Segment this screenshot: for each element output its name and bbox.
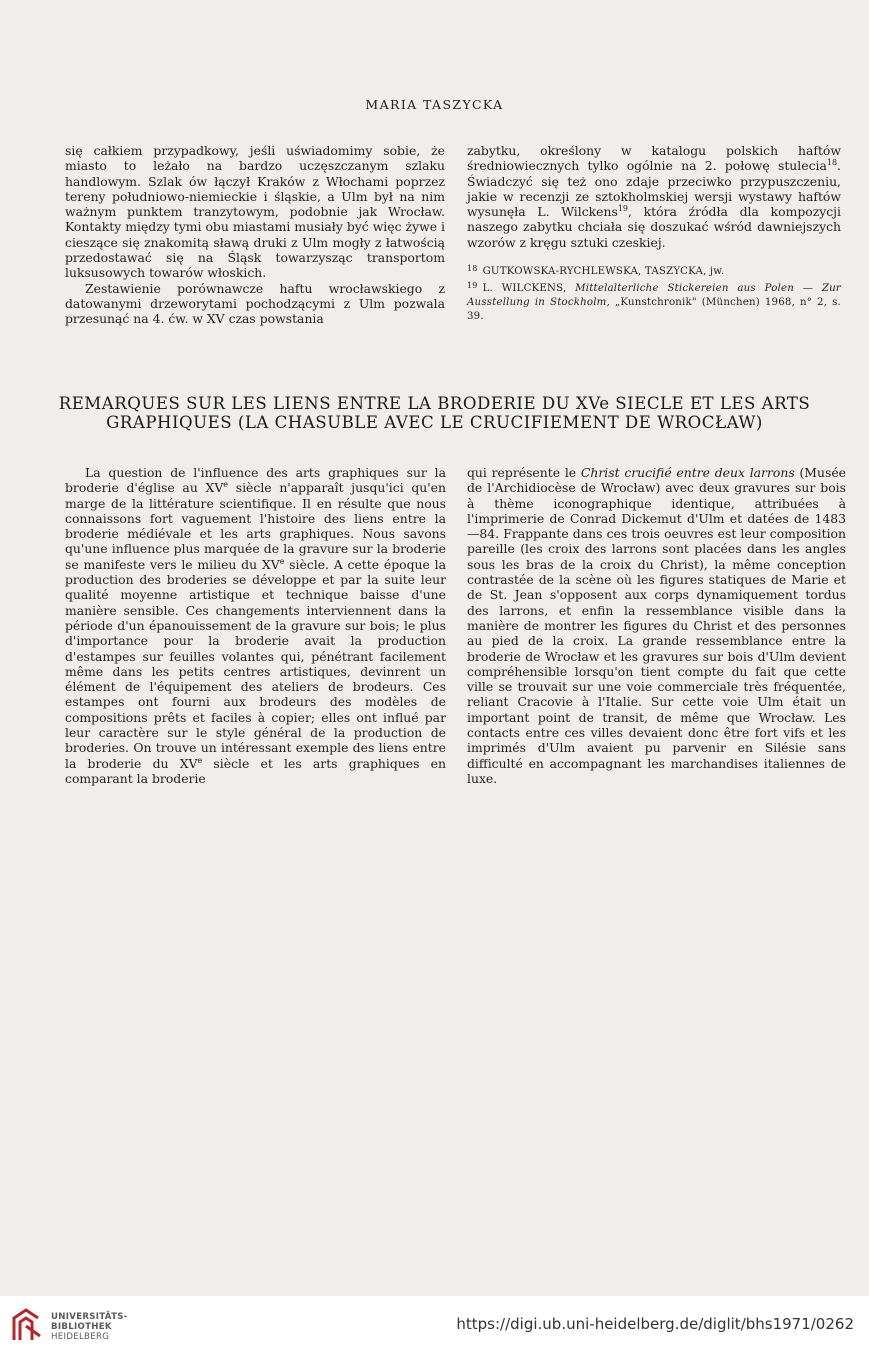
superscript: e [279, 556, 285, 566]
text-run: siècle n'apparaît jusqu'ici qu'en marge de la littérature scientifique. Il en résulte que nous connaissons fort vaguement l'histoire des liens entre la broderie médiévale et les arts graphiques. Nous savons qu'une influence plus marquée de la gravure sur la broderie se manifeste vers le milieu du XV [65, 480, 446, 572]
footnote-ref-19: 19 [617, 204, 629, 214]
section-title [40, 394, 829, 432]
superscript: e [197, 755, 203, 765]
footnote-text: L. WILCKENS, [482, 283, 567, 295]
permalink-url[interactable]: https://digi.ub.uni-heidelberg.de/diglit/bhs1971/0262 [456, 1315, 854, 1333]
library-logo-icon[interactable] [10, 1306, 44, 1344]
logo-line-1: UNIVERSITÄTS- [51, 1312, 128, 1322]
french-paragraph-continued [467, 465, 846, 786]
footnote-text: „Kunstchronik" (München) 1968, n° 2, s. 39. [467, 297, 841, 323]
viewer-footer [0, 1296, 869, 1356]
running-head: MARIA TASZYCKA [365, 97, 504, 112]
footnote-title: Mittelalterliche Stickereien aus Polen — Zur Ausstellung in Stockholm, [467, 283, 841, 309]
polish-paragraph-1: się całkiem przypadkowy, jeśli uświadomimy sobie, że miasto to leżało na bardzo uczęszczanym szlaku handlowym. Szlak ów łączył Kraków z Włochami poprzez tereny południowo-niemieckie i śląskie, a Ulm był na nim ważnym punktem tranzytowym, podobnie jak Wrocław. Kontakty między tymi obu miastami musiały być więc żywe i cieszące się znakomitą sławą druki z Ulm mogły z łatwością przedostawać się na Śląsk towarzysząc transportom luksusowych towarów włoskich. [65, 143, 445, 281]
section-title-line-1: REMARQUES SUR LES LIENS ENTRE LA BRODERIE DU XVe SIECLE ET LES ARTS [58, 394, 811, 413]
artwork-title: Christ crucifié entre deux larrons [580, 465, 795, 480]
logo-line-2: BIBLIOTHEK [51, 1322, 112, 1332]
footnote-19 [467, 279, 841, 324]
text-run: La question de l'influence des arts graphiques sur la broderie d'église au XV [65, 465, 446, 496]
section-title-line-2: GRAPHIQUES (LA CHASUBLE AVEC LE CRUCIFIEMENT DE WROCŁAW) [106, 413, 763, 432]
polish-paragraph-continued [467, 143, 841, 250]
text-run: (Musée de l'Archidiocèse de Wrocław) avec deux gravures sur bois à thème iconographique identique, attribuées à l'imprimerie de Conrad Dickemut d'Ulm et datées de 1483—84. Frappante dans ces trois oeuvres est leur composition pareille (les croix des larrons sont placées dans les angles sous les bras de la croix du Christ), la même conception contrastée de la scène où les figures statiques de Marie et de St. Jean s'opposent aux corps dynamiquement tordus des larrons, et enfin la ressemblance visible dans la manière de montrer les figures du Christ et des personnes au pied de la croix. La grande ressemblance entre la broderie de Wrocław et les gravures sur bois d'Ulm devient compréhensible lorsqu'on tient compte du fait que cette ville se trouvait sur une voie commerciale très fréquentée, reliant Cracovie à l'Italie. Sur cette voie Ulm était un important point de transit, de même que Wrocław. Les contacts entre ces villes devaient donc être fort vifs et les imprimés d'Ulm avaient pu parvenir en Silésie sans difficulté en accompagnant les marchandises italiennes de luxe. [467, 465, 847, 786]
polish-text-left-column [65, 143, 445, 327]
text-run: qui représente le [467, 465, 581, 480]
polish-paragraph-2: Zestawienie porównawcze haftu wrocławskiego z datowanymi drzeworytami pochodzącymi z Ulm pozwala przesunąć na 4. ćw. w XV czas powstania [65, 280, 445, 327]
text-run: siècle et les arts graphiques en comparant la broderie [65, 755, 446, 786]
french-paragraph-1 [65, 465, 446, 786]
french-text-right-column [467, 465, 846, 786]
footnote-text: GUTKOWSKA-RYCHLEWSKA, TASZYCKA, jw. [482, 266, 725, 278]
logo-line-3: HEIDELBERG [51, 1332, 110, 1342]
footnote-ref-18: 18 [826, 158, 838, 168]
text-run: , która źródła dla kompozycji naszego zabytku chciała się doszukać wśród dawniejszych wzorów z kręgu sztuki czeskiej. [467, 204, 841, 250]
library-logo-text[interactable] [51, 1312, 128, 1342]
text-run: zabytku, określony w katalogu polskich haftów średniowiecznych tylko ogólnie na 2. połowę stulecia [467, 143, 841, 174]
text-run: . Świadczyć się też ono zdaje przeciwko przypuszczeniu, jakie w recenzji ze sztokholmskiej wersji wystawy haftów wysunęła L. Wilckens [467, 158, 841, 220]
polish-text-right-column [467, 143, 841, 324]
superscript: e [223, 480, 229, 490]
french-text-left-column [65, 465, 446, 786]
text-run: siècle. A cette époque la production des broderies se développe et par la suite leur qualité moyenne artistique et technique baisse d'une manière sensible. Ces changements interviennent dans la période d'un épanouissement de la gravure sur bois; le plus d'importance pour la broderie avait la production d'estampes sur feuilles volantes qui, pénétrant facilement même dans les petits centres artistiques, devinrent un élément de l'équipement des ateliers de brodeurs. Ces estampes ont fourni aux brodeurs des modèles de compositions prêts et faciles à copier; elles ont influé par leur caractère sur le style général de la production de broderies. On trouve un intéressant exemple des liens entre la broderie du XV [65, 556, 446, 771]
footnote-18 [467, 262, 841, 279]
footnote-number: 19 [467, 281, 478, 291]
footnote-number: 18 [467, 264, 478, 274]
